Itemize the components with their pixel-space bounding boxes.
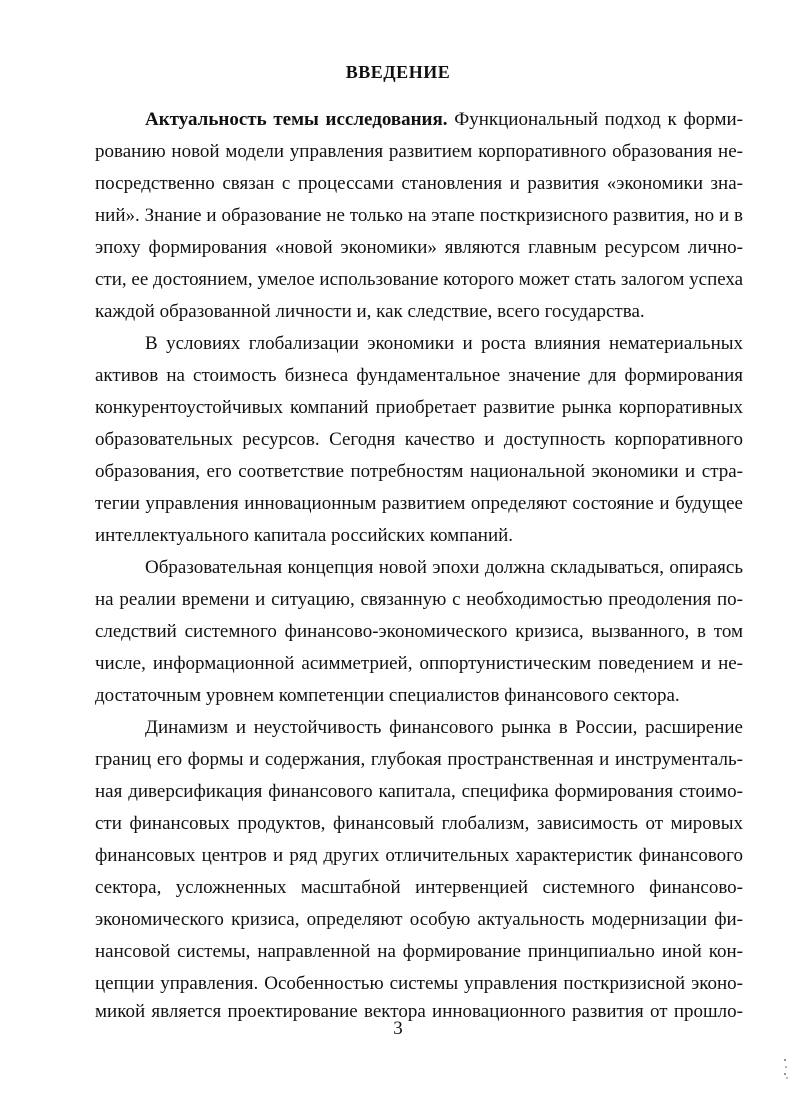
scan-speck-marks bbox=[775, 1058, 789, 1080]
paragraph-4-line-5: финансовых центров и ряд других отличительных характеристик финансового bbox=[95, 845, 743, 866]
paragraph-3-line-1: Образовательная концепция новой эпохи должна складываться, опираясь bbox=[145, 557, 743, 578]
paragraph-4-line-6: сектора, усложненных масштабной интервенцией системного финансово- bbox=[95, 877, 743, 898]
paragraph-3-line-5: достаточным уровнем компетенции специалистов финансового сектора. bbox=[95, 685, 680, 706]
paragraph-2-line-5: образования, его соответствие потребностям национальной экономики и стра- bbox=[95, 461, 743, 482]
paragraph-1-line-1 bbox=[145, 104, 743, 136]
paragraph-1-line-6: сти, ее достоянием, умелое использование которого может стать залогом успеха bbox=[95, 269, 744, 290]
paragraph-3-line-3: следствий системного финансово-экономического кризиса, вызванного, в том bbox=[95, 621, 743, 642]
paragraph-2-line-2: активов на стоимость бизнеса фундаментальное значение для формирования bbox=[95, 365, 743, 386]
paragraph-1-line-3: посредственно связан с процессами становления и развития «экономики зна- bbox=[95, 173, 743, 194]
paragraph-1-line-2: рованию новой модели управления развитием корпоративного образования не- bbox=[95, 141, 743, 162]
paragraph-3-line-4: числе, информационной асимметрией, оппортунистическим поведением и не- bbox=[95, 653, 743, 674]
paragraph-4-line-2: границ его формы и содержания, глубокая пространственная и инструменталь- bbox=[95, 749, 743, 770]
paragraph-1-lead: Актуальность темы исследования. bbox=[145, 109, 448, 130]
paragraph-2-line-3: конкурентоустойчивых компаний приобретает развитие рынка корпоративных bbox=[95, 397, 743, 418]
paragraph-1-line-4: ний». Знание и образование не только на этапе посткризисного развития, но и в bbox=[95, 205, 743, 226]
paragraph-2-line-4: образовательных ресурсов. Сегодня качество и доступность корпоративного bbox=[95, 429, 743, 450]
paragraph-4-line-7: экономического кризиса, определяют особую актуальность модернизации фи- bbox=[95, 909, 743, 930]
paragraph-4-line-3: ная диверсификация финансового капитала, специфика формирования стоимо- bbox=[95, 781, 743, 802]
paragraph-4-line-9: цепции управления. Особенностью системы управления посткризисной эконо- bbox=[95, 973, 743, 994]
paragraph-1-line-5: эпоху формирования «новой экономики» являются главным ресурсом лично- bbox=[95, 237, 743, 258]
paragraph-1-line-1-text: Функциональный подход к форми- bbox=[447, 109, 743, 130]
paragraph-2-line-1: В условиях глобализации экономики и роста влияния нематериальных bbox=[145, 333, 743, 354]
page-number: 3 bbox=[393, 1018, 403, 1039]
paragraph-2-line-7: интеллектуального капитала российских компаний. bbox=[95, 525, 514, 546]
paragraph-2-line-6: тегии управления инновационным развитием определяют состояние и будущее bbox=[95, 493, 743, 514]
paragraph-4-line-8: нансовой системы, направленной на формирование принципиально иной кон- bbox=[95, 941, 743, 962]
paragraph-4-line-4: сти финансовых продуктов, финансовый глобализм, зависимость от мировых bbox=[95, 813, 743, 834]
paragraph-1-line-7: каждой образованной личности и, как следствие, всего государства. bbox=[95, 301, 645, 322]
section-title: ВВЕДЕНИЕ bbox=[345, 62, 451, 82]
paragraph-4-line-10: микой является проектирование вектора инновационного развития от прошло- bbox=[95, 1001, 743, 1022]
paragraph-4-line-1: Динамизм и неустойчивость финансового рынка в России, расширение bbox=[145, 717, 743, 738]
paragraph-3-line-2: на реалии времени и ситуацию, связанную с необходимостью преодоления по- bbox=[95, 589, 743, 610]
